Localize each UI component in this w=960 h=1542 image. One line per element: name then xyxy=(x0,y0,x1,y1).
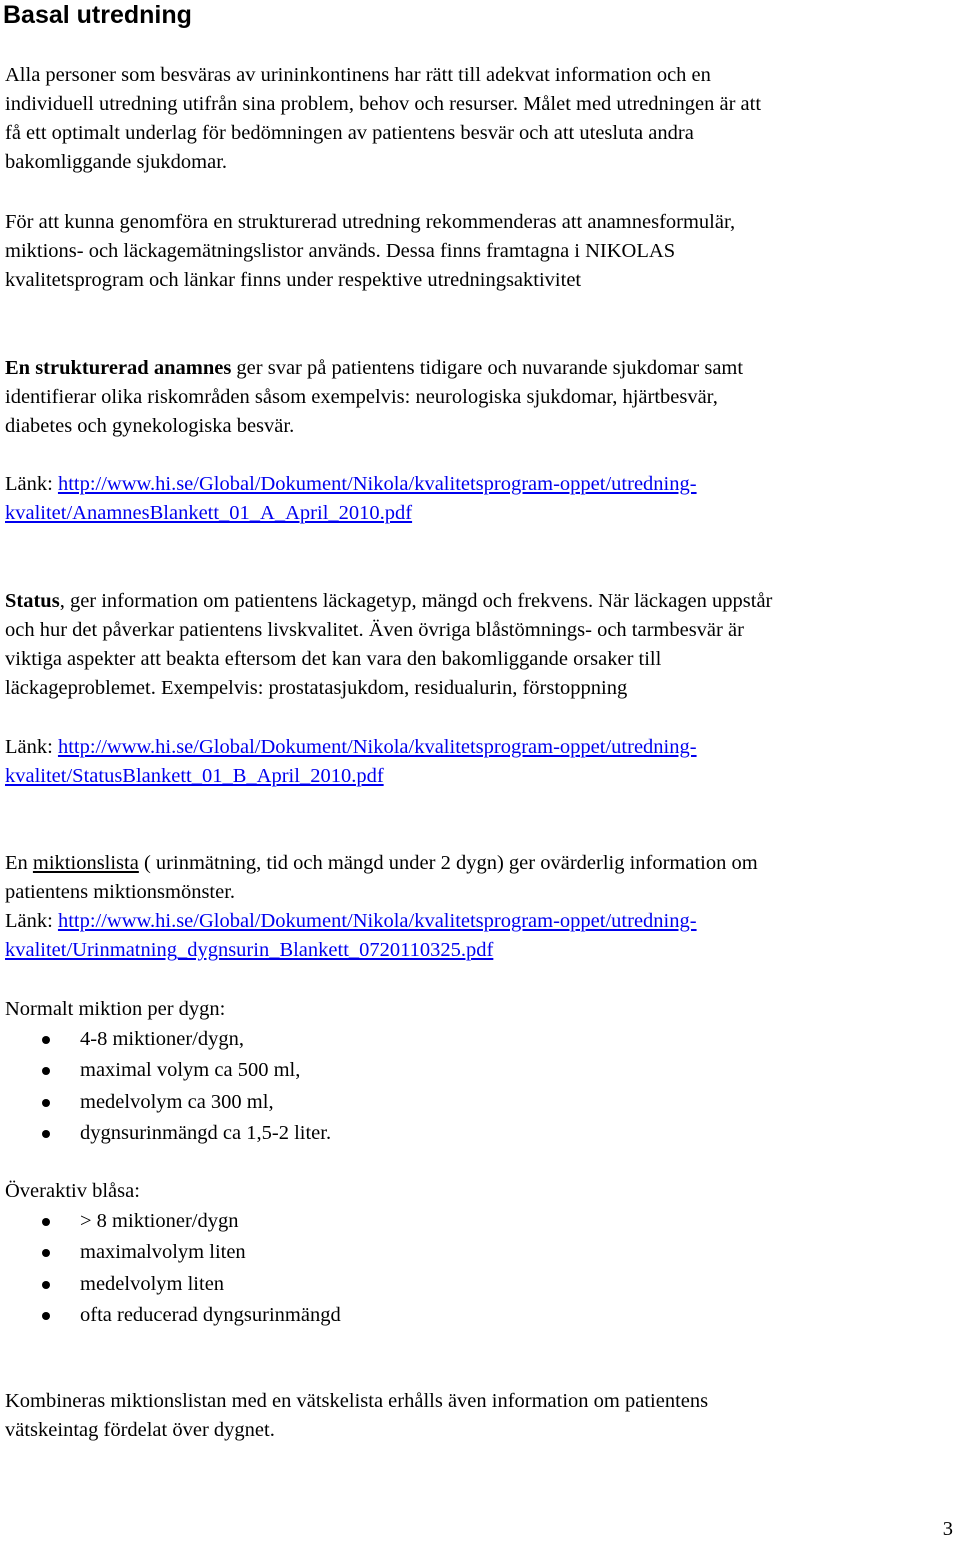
bullet-icon xyxy=(42,1099,50,1107)
structured-line: För att kunna genomföra en strukturerad utredning rekommenderas att anamnesformulär, xyxy=(5,211,736,233)
miktion-line xyxy=(5,849,960,878)
bullet-icon xyxy=(42,1281,50,1289)
link-label: Länk: xyxy=(5,736,58,758)
anamnes-paragraph xyxy=(5,354,960,441)
status-line: och hur det påverkar patientens livskvalitet. Även övriga blåstömnings- och tarmbesvär är xyxy=(5,619,744,641)
list-item-text: dygnsurinmängd ca 1,5-2 liter. xyxy=(80,1121,332,1144)
list-item-text: maximalvolym liten xyxy=(80,1241,246,1264)
list-item xyxy=(0,1118,960,1149)
status-link[interactable]: http://www.hi.se/Global/Dokument/Nikola/kvalitetsprogram-oppet/utredning- xyxy=(57,736,697,758)
anamnes-link-block xyxy=(5,470,960,528)
status-line: läckageproblemet. Exempelvis: prostatasjukdom, residualurin, förstoppning xyxy=(5,677,628,699)
anamnes-line: identifierar olika riskområden såsom exempelvis: neurologiska sjukdomar, hjärtbesvär, xyxy=(5,386,718,408)
miktion-link-line xyxy=(5,907,960,936)
page-number: 3 xyxy=(942,1518,953,1540)
anamnes-link[interactable]: http://www.hi.se/Global/Dokument/Nikola/kvalitetsprogram-oppet/utredning- xyxy=(57,473,697,495)
anamnes-line-rest: ger svar på patientens tidigare och nuvarande sjukdomar samt xyxy=(231,357,744,379)
overactive-title: Överaktiv blåsa: xyxy=(5,1180,140,1202)
page-title: Basal utredning xyxy=(3,1,192,29)
link-label: Länk: xyxy=(5,910,58,932)
normal-title: Normalt miktion per dygn: xyxy=(5,998,226,1020)
anamnes-link-continued[interactable]: kvalitet/AnamnesBlankett_01_A_April_2010.pdf xyxy=(5,502,413,524)
status-line xyxy=(5,587,960,616)
miktion-link[interactable]: http://www.hi.se/Global/Dokument/Nikola/kvalitetsprogram-oppet/utredning- xyxy=(57,910,697,932)
status-link-line xyxy=(5,733,960,762)
miktion-line: patientens miktionsmönster. xyxy=(5,881,236,903)
anamnes-line xyxy=(5,354,960,383)
list-item xyxy=(0,1087,960,1118)
bullet-icon xyxy=(42,1249,50,1257)
bullet-icon xyxy=(42,1067,50,1075)
structured-line: kvalitetsprogram och länkar finns under respektive utredningsaktivitet xyxy=(5,269,582,291)
miktion-paragraph xyxy=(5,849,960,965)
status-link-block xyxy=(5,733,960,791)
list-item xyxy=(0,1269,960,1300)
list-item xyxy=(0,1206,960,1237)
miktion-line-rest: ( urinmätning, tid och mängd under 2 dygn) ger ovärderlig information om xyxy=(138,852,758,874)
miktion-link-continued[interactable]: kvalitet/Urinmatning_dygnsurin_Blankett_0720110325.pdf xyxy=(5,939,494,961)
list-item-text: maximal volym ca 500 ml, xyxy=(80,1059,301,1082)
intro-line: individuell utredning utifrån sina problem, behov och resurser. Målet med utredningen är att xyxy=(5,93,762,115)
miktionslista-term: miktionslista xyxy=(32,852,139,874)
list-item xyxy=(0,1300,960,1331)
list-item xyxy=(0,1024,960,1055)
anamnes-link-line xyxy=(5,499,960,528)
intro-line: bakomliggande sjukdomar. xyxy=(5,151,228,173)
anamnes-link-line xyxy=(5,470,960,499)
overactive-list xyxy=(0,1206,960,1331)
intro-line: få ett optimalt underlag för bedömningen av patientens besvär och att utesluta andra xyxy=(5,122,694,144)
miktion-lead: En xyxy=(5,852,33,874)
normal-list xyxy=(0,1024,960,1149)
status-line-rest: , ger information om patientens läckagetyp, mängd och frekvens. När läckagen uppstår xyxy=(59,590,773,612)
list-item xyxy=(0,1237,960,1268)
intro-line: Alla personer som besväras av urininkontinens har rätt till adekvat information och en xyxy=(5,64,711,86)
status-link-line xyxy=(5,762,960,791)
list-item-text: medelvolym liten xyxy=(80,1272,225,1295)
status-paragraph xyxy=(5,587,960,703)
combine-line: vätskeintag fördelat över dygnet. xyxy=(5,1419,275,1441)
link-label: Länk: xyxy=(5,473,58,495)
bullet-icon xyxy=(42,1130,50,1138)
status-bold-lead: Status xyxy=(5,590,60,612)
combine-paragraph xyxy=(5,1387,960,1445)
list-item-text: medelvolym ca 300 ml, xyxy=(80,1090,274,1113)
combine-line: Kombineras miktionslistan med en vätskelista erhålls även information om patientens xyxy=(5,1390,709,1412)
status-line: viktiga aspekter att beakta eftersom det kan vara den bakomliggande orsaker till xyxy=(5,648,662,670)
bullet-icon xyxy=(42,1218,50,1226)
status-link-continued[interactable]: kvalitet/StatusBlankett_01_B_April_2010.pdf xyxy=(5,765,384,787)
list-item xyxy=(0,1055,960,1086)
list-item-text: > 8 miktioner/dygn xyxy=(80,1210,239,1232)
miktion-link-line xyxy=(5,936,960,965)
list-item-text: ofta reducerad dyngsurinmängd xyxy=(80,1303,341,1326)
anamnes-bold-lead: En strukturerad anamnes xyxy=(5,357,232,379)
intro-paragraph xyxy=(5,61,960,177)
bullet-icon xyxy=(42,1036,50,1044)
list-item-text: 4-8 miktioner/dygn, xyxy=(80,1028,244,1050)
structured-paragraph xyxy=(5,208,960,295)
bullet-icon xyxy=(42,1312,50,1320)
structured-line: miktions- och läckagemätningslistor används. Dessa finns framtagna i NIKOLAS xyxy=(5,240,676,262)
anamnes-line: diabetes och gynekologiska besvär. xyxy=(5,415,295,437)
